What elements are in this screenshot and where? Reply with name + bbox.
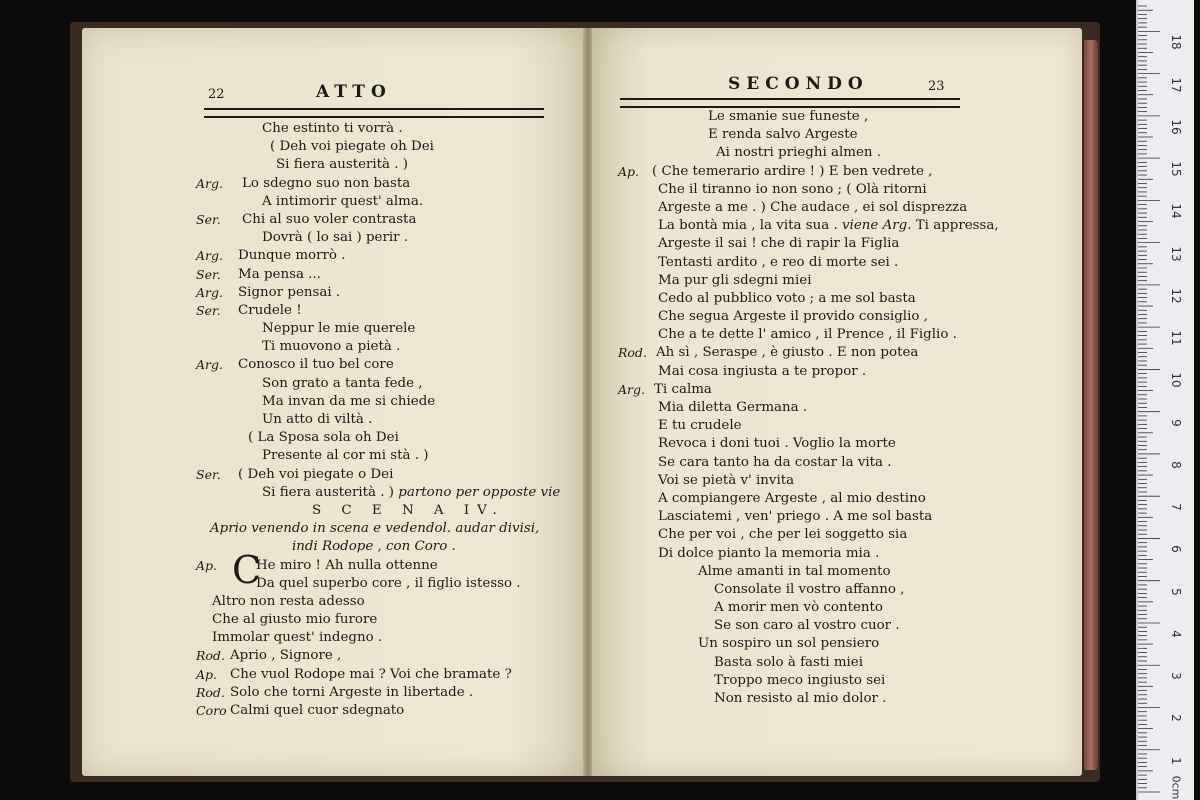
verse-text: Ai nostri prieghi almen .	[716, 145, 882, 161]
verse-text: Ti calma	[654, 381, 712, 397]
ruler-number: 12	[1169, 288, 1183, 304]
ruler-number: 10	[1169, 372, 1183, 389]
speaker-label: Arg.	[196, 357, 223, 373]
text-line	[618, 545, 1078, 563]
verse-text: Alme amanti in tal momento	[698, 563, 891, 579]
verse-text: Di dolce pianto la memoria mia .	[658, 545, 880, 561]
verse-text: Che a te dette l' amico , il Prence , il Figlio .	[658, 327, 957, 343]
verse-text: A intimorir quest' alma.	[262, 193, 424, 209]
text-line	[196, 284, 576, 302]
text-line	[196, 175, 576, 193]
verse-text: Altro non resta adesso	[212, 593, 365, 609]
verse-text: Che estinto ti vorrà .	[262, 121, 403, 136]
verse-text: S C E N A IV.	[312, 502, 505, 518]
ruler-number: 14	[1169, 203, 1183, 220]
book-cover-edge	[1084, 40, 1098, 770]
text-line	[196, 229, 576, 247]
text-line	[196, 684, 576, 702]
stage-direction: partono per opposte vie	[394, 484, 561, 500]
text-line	[618, 217, 1078, 235]
text-line	[196, 647, 576, 665]
measurement-ruler	[1136, 0, 1194, 800]
verse-text: Dunque morrò .	[238, 248, 346, 264]
verse-text: Chi al suo voler contrasta	[242, 211, 417, 227]
verse-text: Ma pensa ...	[238, 266, 321, 282]
ruler-number: 11	[1169, 330, 1183, 346]
text-line	[618, 381, 1078, 399]
text-line	[618, 272, 1078, 290]
text-line	[618, 199, 1078, 217]
verse-text: Neppur le mie querele	[262, 321, 416, 337]
text-line	[196, 393, 576, 411]
text-block	[618, 108, 1078, 708]
text-line	[618, 235, 1078, 253]
verse-text: Aprio venendo in scena e vedendol. audar divisi,	[210, 521, 540, 537]
ruler-number: 15	[1169, 161, 1183, 177]
verse-text: He miro ! Ah nulla ottenne	[256, 557, 438, 573]
text-line	[618, 344, 1078, 362]
verse-text: Ma invan da me si chiede	[262, 393, 436, 409]
text-line	[618, 635, 1078, 653]
text-line	[196, 356, 576, 374]
text-line	[196, 338, 576, 356]
text-line	[618, 363, 1078, 381]
speaker-label: Ap.	[618, 163, 640, 179]
text-line	[196, 120, 576, 138]
verse-text: Si fiera austerità . ) partono per opposte vie	[262, 484, 561, 500]
text-line	[618, 326, 1078, 344]
verse-text: Argeste il sai ! che di rapir la Figlia	[658, 236, 900, 252]
drop-cap: C	[232, 547, 262, 592]
ruler-number: 18	[1169, 34, 1183, 50]
verse-text: Son grato a tanta fede ,	[262, 375, 423, 391]
text-line	[196, 302, 576, 320]
verse-text: Che per voi , che per lei soggetto sia	[658, 527, 908, 543]
text-line	[196, 156, 576, 174]
speaker-label: Arg.	[196, 175, 223, 191]
text-line	[196, 211, 576, 229]
text-line	[618, 254, 1078, 272]
page-header: ATTO	[316, 82, 392, 102]
verse-text: A compiangere Argeste , al mio destino	[658, 490, 926, 506]
ruler-number: 1	[1169, 756, 1183, 765]
ruler-number: 3	[1169, 672, 1183, 681]
right-page	[592, 28, 1082, 776]
verse-text: Consolate il vostro affanno ,	[714, 581, 905, 597]
verse-text: Aprio , Signore ,	[230, 648, 342, 664]
ruler-number: 4	[1169, 630, 1183, 638]
text-line	[196, 520, 576, 538]
verse-text: Che vuol Rodope mai ? Voi che bramate ?	[230, 666, 512, 682]
text-line	[196, 666, 576, 684]
verse-text: Si fiera austerità . )	[276, 157, 409, 173]
speaker-label: Rod.	[196, 648, 225, 664]
verse-text: ( Che temerario ardire ! ) E ben vedrete ,	[652, 163, 933, 179]
page-number: 22	[208, 87, 225, 102]
text-line	[618, 563, 1078, 581]
speaker-label: Arg.	[196, 248, 223, 264]
page-number: 23	[928, 79, 945, 94]
text-line	[618, 144, 1078, 162]
text-line	[196, 138, 576, 156]
text-line	[196, 429, 576, 447]
text-block	[196, 120, 576, 720]
text-line	[618, 508, 1078, 526]
speaker-label: Ser.	[196, 211, 221, 227]
text-line	[196, 447, 576, 465]
verse-text: Che segua Argeste il provido consiglio ,	[658, 309, 928, 325]
text-line	[196, 411, 576, 429]
text-line	[618, 526, 1078, 544]
verse-text: La bontà mia , la vita sua . viene Arg. Ti appressa,	[658, 218, 999, 234]
speaker-label: Ap.	[196, 557, 218, 573]
verse-text: Immolar quest' indegno .	[212, 630, 383, 646]
text-line	[618, 126, 1078, 144]
verse-text: Che al giusto mio furore	[212, 612, 378, 628]
verse-text: Voi se pietà v' invita	[658, 472, 795, 488]
text-line	[196, 193, 576, 211]
header-rule	[204, 108, 544, 118]
text-line	[196, 484, 576, 502]
ruler-number: 2	[1169, 714, 1183, 723]
verse-text: Mia diletta Germana .	[658, 400, 808, 415]
speaker-label: Arg.	[196, 284, 223, 300]
text-line	[196, 466, 576, 484]
ruler-unit: 0cm	[1169, 775, 1183, 800]
verse-text: ( Deh voi piegate oh Dei	[270, 139, 434, 155]
verse-text: Ti muovono a pietà .	[262, 339, 401, 355]
text-line	[618, 108, 1078, 126]
ruler-number: 17	[1169, 76, 1183, 93]
verse-text: Ma pur gli sdegni miei	[658, 272, 812, 288]
ruler-number: 5	[1169, 587, 1183, 596]
verse-text-continued: Ti appressa,	[911, 218, 999, 234]
verse-text: Un sospiro un sol pensiero	[698, 636, 880, 652]
verse-text: Cedo al pubblico voto ; a me sol basta	[658, 290, 916, 306]
verse-text: Un atto di viltà .	[262, 412, 373, 427]
verse-text: ( La Sposa sola oh Dei	[248, 430, 399, 446]
text-line	[618, 581, 1078, 599]
speaker-label: Ser.	[196, 266, 221, 282]
verse-text: Non resisto al mio dolor .	[714, 691, 887, 706]
speaker-label: Rod.	[196, 684, 225, 700]
verse-text: Le smanie sue funeste ,	[708, 109, 869, 124]
speaker-label: Arg.	[618, 381, 645, 397]
text-line	[618, 672, 1078, 690]
text-line	[196, 593, 576, 611]
verse-text: Lasciatemi , ven' priego . A me sol basta	[658, 509, 933, 525]
text-line	[196, 575, 576, 593]
verse-text: Troppo meco ingiusto sei	[714, 672, 886, 688]
verse-text: Dovrà ( lo sai ) perir .	[262, 230, 409, 246]
ruler-number: 9	[1169, 418, 1183, 427]
text-line	[196, 320, 576, 338]
ruler-number: 13	[1169, 246, 1183, 262]
page-header: SECONDO	[728, 74, 869, 94]
text-line	[618, 690, 1078, 708]
text-line	[618, 417, 1078, 435]
text-line	[196, 702, 576, 720]
ruler-number: 8	[1169, 461, 1183, 469]
verse-text: Basta solo à fasti miei	[714, 654, 864, 670]
text-line	[618, 290, 1078, 308]
text-line	[618, 490, 1078, 508]
text-line	[618, 454, 1078, 472]
speaker-label: Ser.	[196, 302, 221, 318]
verse-text: Mai cosa ingiusta a te propor .	[658, 363, 867, 379]
text-line	[618, 435, 1078, 453]
text-line	[196, 266, 576, 284]
ruler-number: 7	[1169, 503, 1183, 511]
verse-text: Conosco il tuo bel core	[238, 357, 394, 373]
verse-text: A morir men vò contento	[714, 600, 883, 616]
verse-text: Tentasti ardito , e reo di morte sei .	[658, 254, 899, 270]
text-line	[618, 181, 1078, 199]
verse-text: Ah sì , Seraspe , è giusto . E non potea	[656, 345, 919, 361]
stage-direction: viene Arg.	[837, 218, 912, 234]
speaker-label: Rod.	[618, 345, 647, 361]
speaker-label: Ap.	[196, 666, 218, 682]
text-line	[618, 163, 1078, 181]
verse-text: E tu crudele	[658, 418, 742, 434]
verse-text: Se cara tanto ha da costar la vita .	[658, 454, 892, 470]
verse-text: Calmi quel cuor sdegnato	[230, 703, 405, 718]
verse-text: Argeste a me . ) Che audace , ei sol disprezza	[658, 199, 968, 215]
verse-text: Signor pensai .	[238, 284, 341, 300]
text-line	[618, 308, 1078, 326]
verse-text: Presente al cor mi stà . )	[262, 448, 429, 464]
text-line	[196, 502, 576, 520]
text-line	[618, 399, 1078, 417]
text-line	[618, 654, 1078, 672]
text-line	[618, 617, 1078, 635]
text-line	[196, 611, 576, 629]
verse-text: Lo sdegno suo non basta	[242, 175, 411, 191]
verse-text: Se son caro al vostro cuor .	[714, 618, 900, 634]
verse-text: E renda salvo Argeste	[708, 127, 858, 143]
ruler-ticks	[1138, 0, 1194, 800]
text-line	[618, 599, 1078, 617]
verse-text: Solo che torni Argeste in libertade .	[230, 684, 474, 700]
speaker-label: Coro	[196, 703, 227, 718]
verse-text: Che il tiranno io non sono ; ( Olà ritorni	[658, 181, 927, 197]
ruler-number: 16	[1169, 119, 1183, 135]
text-line	[618, 472, 1078, 490]
verse-text: ( Deh voi piegate o Dei	[238, 466, 394, 482]
verse-text: Crudele !	[238, 302, 302, 318]
verse-text: Da quel superbo core , il figlio istesso .	[256, 575, 521, 591]
speaker-label: Ser.	[196, 466, 221, 482]
left-page	[82, 28, 584, 776]
text-line	[196, 375, 576, 393]
ruler-number: 6	[1169, 545, 1183, 554]
verse-text: indi Rodope , con Coro .	[292, 539, 456, 555]
text-line	[196, 247, 576, 265]
verse-text: Revoca i doni tuoi . Voglio la morte	[658, 436, 896, 452]
header-rule	[620, 98, 960, 108]
text-line	[196, 629, 576, 647]
